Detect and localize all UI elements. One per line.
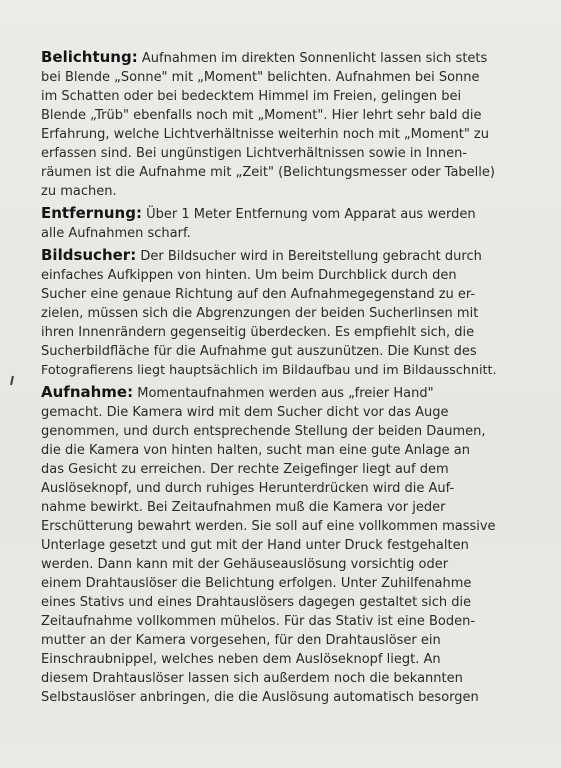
text-line: Auslöseknopf, und durch ruhiges Herunterdrücken wird die Auf-	[41, 481, 455, 496]
section-heading: Entfernung:	[41, 204, 142, 222]
text-line: Sucher eine genaue Richtung auf den Aufnahmegegenstand zu er-	[41, 287, 476, 302]
section-belichtung	[41, 48, 504, 201]
text-line: alle Aufnahmen scharf.	[41, 226, 191, 241]
text-line: ihren Innenrändern gegenseitig überdecken. Es empfiehlt sich, die	[41, 325, 475, 340]
text-line: Einschraubnippel, welches neben dem Auslöseknopf liegt. An	[41, 652, 441, 667]
line-text: Der Bildsucher wird in Bereitstellung gebracht durch	[140, 249, 482, 264]
margin-mark	[10, 376, 14, 385]
text-line: werden. Dann kann mit der Gehäuseauslösung vorsichtig oder	[41, 557, 449, 572]
text-line: mutter an der Kamera vorgesehen, für den Drahtauslöser ein	[41, 633, 441, 648]
text-line	[41, 383, 504, 403]
text-line: die die Kamera von hinten halten, sucht man eine gute Anlage an	[41, 443, 470, 458]
text-line: Blende „Trüb" ebenfalls noch mit „Moment". Hier lehrt sehr bald die	[41, 108, 482, 123]
text-line	[41, 204, 504, 224]
instruction-text	[41, 48, 504, 710]
section-heading: Bildsucher:	[41, 246, 137, 264]
text-line: einem Drahtauslöser die Belichtung erfolgen. Unter Zuhilfenahme	[41, 576, 472, 591]
text-line: das Gesicht zu erreichen. Der rechte Zeigefinger liegt auf dem	[41, 462, 449, 477]
line-text: Momentaufnahmen werden aus „freier Hand"	[137, 386, 434, 401]
section-entfernung	[41, 204, 504, 243]
text-line: zu machen.	[41, 184, 117, 199]
text-line: genommen, und durch entsprechende Stellung der beiden Daumen,	[41, 424, 486, 439]
line-text: Über 1 Meter Entfernung vom Apparat aus werden	[146, 207, 476, 222]
text-line: im Schatten oder bei bedecktem Himmel im Freien, gelingen bei	[41, 89, 462, 104]
text-line	[41, 48, 504, 68]
text-line: räumen ist die Aufnahme mit „Zeit" (Belichtungsmesser oder Tabelle)	[41, 165, 495, 180]
text-line: Sucherbildfläche für die Aufnahme gut auszunützen. Die Kunst des	[41, 344, 477, 359]
text-line: erfassen sind. Bei ungünstigen Lichtverhältnissen sowie in Innen-	[41, 146, 468, 161]
text-line: Unterlage gesetzt und gut mit der Hand unter Druck festgehalten	[41, 538, 469, 553]
text-line: zielen, müssen sich die Abgrenzungen der beiden Sucherlinsen mit	[41, 306, 479, 321]
text-line: Erfahrung, welche Lichtverhältnisse weiterhin noch mit „Moment" zu	[41, 127, 489, 142]
text-line: Erschütterung bewahrt werden. Sie soll auf eine vollkommen massive	[41, 519, 496, 534]
text-line: nahme bewirkt. Bei Zeitaufnahmen muß die Kamera vor jeder	[41, 500, 446, 515]
section-heading: Belichtung:	[41, 48, 138, 66]
text-line	[41, 246, 504, 266]
text-line: bei Blende „Sonne" mit „Moment" belichten. Aufnahmen bei Sonne	[41, 70, 480, 85]
section-heading: Aufnahme:	[41, 383, 134, 401]
text-line: diesem Drahtauslöser lassen sich außerdem noch die bekannten	[41, 671, 463, 686]
line-text: Aufnahmen im direkten Sonnenlicht lassen sich stets	[141, 51, 488, 66]
section-aufnahme	[41, 383, 504, 707]
section-bildsucher	[41, 246, 504, 380]
text-line: einfaches Aufkippen von hinten. Um beim Durchblick durch den	[41, 268, 457, 283]
text-line: eines Stativs und eines Drahtauslösers dagegen gestaltet sich die	[41, 595, 472, 610]
text-line: Zeitaufnahme vollkommen mühelos. Für das Stativ ist eine Boden-	[41, 614, 476, 629]
text-line: Selbstauslöser anbringen, die die Auslösung automatisch besorgen	[41, 690, 479, 705]
text-line: gemacht. Die Kamera wird mit dem Sucher dicht vor das Auge	[41, 405, 449, 420]
text-line: Fotografierens liegt hauptsächlich im Bildaufbau und im Bildausschnitt.	[41, 363, 497, 378]
